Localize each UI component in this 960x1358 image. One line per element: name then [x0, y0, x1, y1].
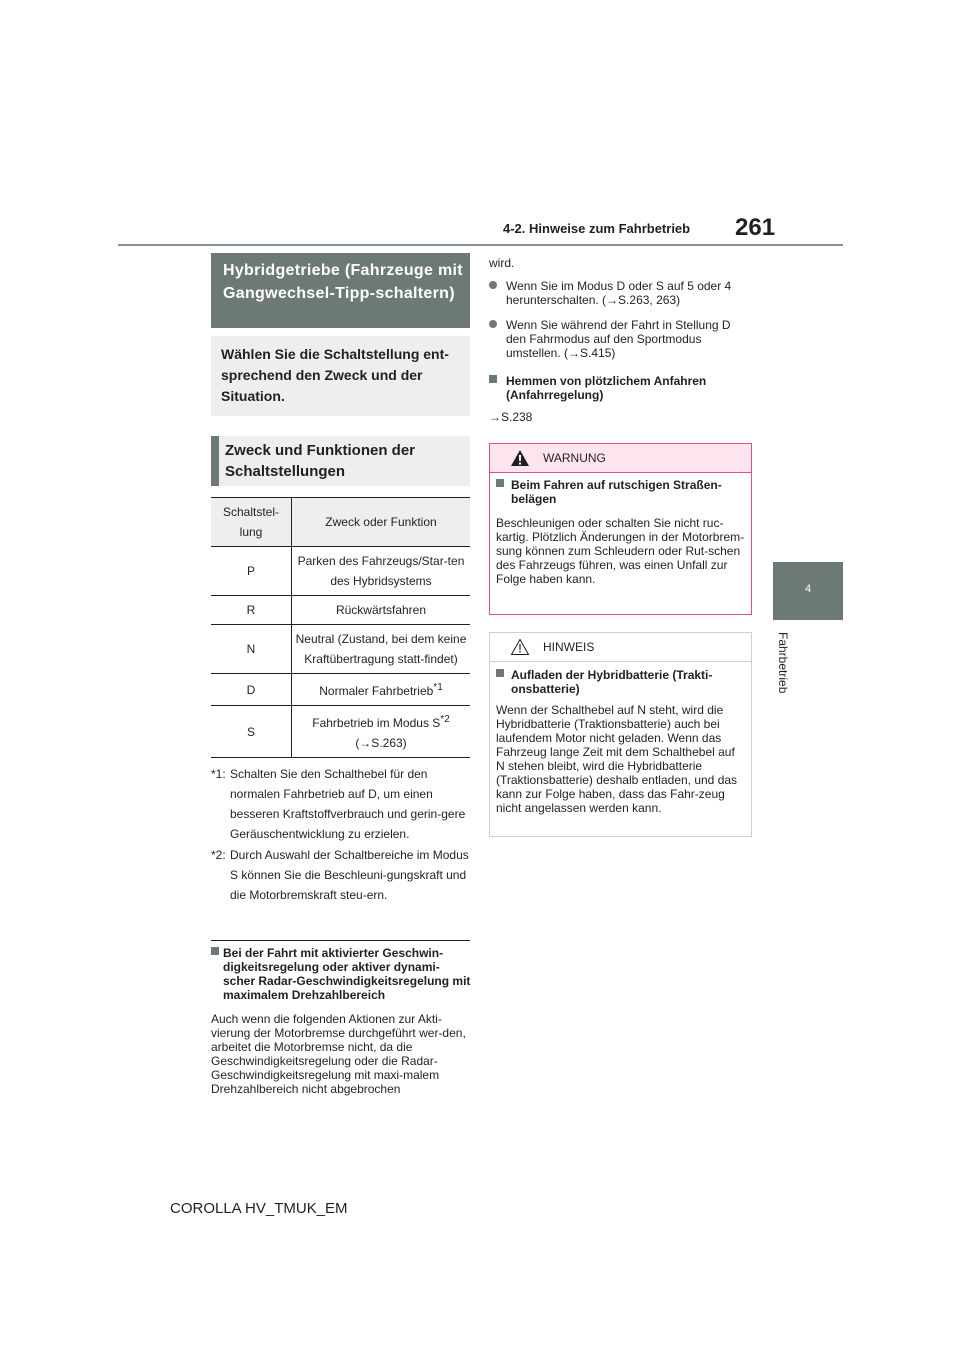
footnote-ref: *1 [433, 682, 443, 693]
warning-text: Beschleunigen oder schalten Sie nicht ruc-kartig. Plötzlich Änderungen in der Motorbrem-sung können zum Schleudern oder Rut-schen des Fahrzeugs führen, was einen Unfall zur Folge haben kann. [496, 516, 745, 586]
table-row [211, 596, 470, 625]
table-row [211, 547, 470, 596]
intro-text: Wählen Sie die Schaltstellung ent-sprechend den Zweck und der Situation. [221, 346, 449, 404]
footnote-text: Schalten Sie den Schalthebel für den normalen Fahrbetrieb auf D, um einen besseren Kraftstoffverbrauch und gerin-gere Geräuschentwicklung zu erzielen. [230, 767, 466, 841]
footnote-mark: *1: [211, 767, 226, 781]
footnote-mark: *2: [211, 848, 226, 862]
section-title: 4-2. Hinweise zum Fahrbetrieb [503, 221, 691, 236]
shift-position: S [211, 706, 292, 758]
note-subheading: Aufladen der Hybridbatterie (Trakti-onsbatterie) [511, 668, 713, 696]
table-header-row [211, 498, 470, 547]
page-number: 261 [735, 214, 776, 241]
function-text: Parken des Fahrzeugs/Star-ten des Hybridsystems [297, 554, 465, 588]
chapter-label: Fahrbetrieb [776, 632, 790, 694]
column-header-function: Zweck oder Funktion [292, 498, 471, 547]
footnote [211, 845, 471, 925]
square-bullet-icon [489, 375, 497, 383]
shift-position: P [211, 547, 292, 596]
note-subheading-block [496, 668, 746, 696]
table-row [211, 706, 470, 758]
warning-subheading: Beim Fahren auf rutschigen Straßen-belägen [511, 478, 722, 506]
model-code: COROLLA HV_TMUK_EM [170, 1200, 348, 1217]
shift-position-table [211, 497, 470, 758]
round-bullet-icon [489, 281, 497, 289]
warning-header [490, 444, 751, 473]
footnote-text: Durch Auswahl der Schaltbereiche im Modus S können Sie die Beschleuni-gungskraft und die Motorbremskraft steu-ern. [230, 848, 469, 902]
topic-title: Hybridgetriebe (Fahrzeuge mit Gangwechsel-Tipp-schaltern) [223, 262, 463, 302]
continuation-text: wird. [489, 256, 515, 270]
round-bullet-icon [489, 320, 497, 328]
function-text: Rückwärtsfahren [335, 603, 427, 617]
shift-function [292, 625, 471, 674]
note-title: HINWEIS [543, 640, 595, 654]
header-divider [118, 244, 843, 246]
list-item [489, 279, 751, 307]
topic-title-box [211, 253, 470, 328]
square-bullet-icon [211, 947, 219, 955]
warning-box [489, 443, 752, 615]
hill-reference: →S.238 [489, 410, 533, 424]
hill-heading-block [489, 374, 751, 402]
function-text: Neutral (Zustand, bei dem keine Kraftübertragung statt-findet) [295, 632, 467, 666]
table-heading: Zweck und Funktionen der Schaltstellungen [225, 442, 416, 480]
square-bullet-icon [496, 669, 504, 677]
footnote-ref: *2 [440, 714, 450, 725]
table-row [211, 625, 470, 674]
intro-box [211, 336, 470, 416]
square-bullet-icon [496, 479, 504, 487]
page-reference: (→S.263) [355, 736, 407, 750]
shift-function [292, 547, 471, 596]
warning-title: WARNUNG [543, 451, 606, 465]
function-text: Normaler Fahrbetrieb [319, 684, 434, 698]
function-text: Fahrbetrieb im Modus S [312, 716, 441, 730]
shift-position: R [211, 596, 292, 625]
shift-function [292, 596, 471, 625]
shift-function [292, 706, 471, 758]
cruise-heading-block [211, 946, 471, 1002]
list-item [489, 318, 751, 360]
shift-position: N [211, 625, 292, 674]
chapter-number: 4 [804, 583, 812, 595]
caution-triangle-icon [510, 638, 530, 656]
footnote [211, 764, 471, 844]
list-item-text: Wenn Sie im Modus D oder S auf 5 oder 4 herunterschalten. (→S.263, 263) [506, 279, 732, 307]
warning-subheading-block [496, 478, 746, 506]
list-item-text: Wenn Sie während der Fahrt in Stellung D den Fahrmodus auf den Sportmodus umstellen. (→S.415) [506, 318, 731, 360]
cruise-text: Auch wenn die folgenden Aktionen zur Akti-vierung der Motorbremse durchgeführt wer-den, arbeitet die Motorbremse nicht, da die Geschwindigkeitsregelung oder die Radar-Geschwindigkeitsregelung mit maxi-malem Drehzahlbereich nicht abgebrochen [211, 1012, 466, 1096]
shift-function [292, 674, 471, 706]
note-box [489, 632, 752, 837]
section-divider [211, 940, 470, 941]
table-row [211, 674, 470, 706]
cruise-heading: Bei der Fahrt mit aktivierter Geschwin-digkeitsregelung oder aktiver dynami-scher Radar-Geschwindigkeitsregelung mit maximalem Drehzahlbereich [223, 946, 471, 1002]
hill-heading: Hemmen von plötzlichem Anfahren (Anfahrregelung) [506, 374, 707, 402]
heading-accent-bar [211, 436, 219, 486]
note-text: Wenn der Schalthebel auf N steht, wird die Hybridbatterie (Traktionsbatterie) auch bei laufendem Motor nicht geladen. Wenn das Fahrzeug lange Zeit mit dem Schalthebel auf N stehen bleibt, wird die Hybridbatterie (Traktionsbatterie) deshalb entladen, und das kann zur Folge haben, dass das Fahr-zeug nicht angelassen werden kann. [496, 703, 738, 815]
warning-triangle-icon [510, 449, 530, 467]
shift-position: D [211, 674, 292, 706]
column-header-position: Schaltstel-lung [211, 498, 292, 547]
table-heading-box [211, 436, 470, 486]
note-header [490, 633, 751, 662]
